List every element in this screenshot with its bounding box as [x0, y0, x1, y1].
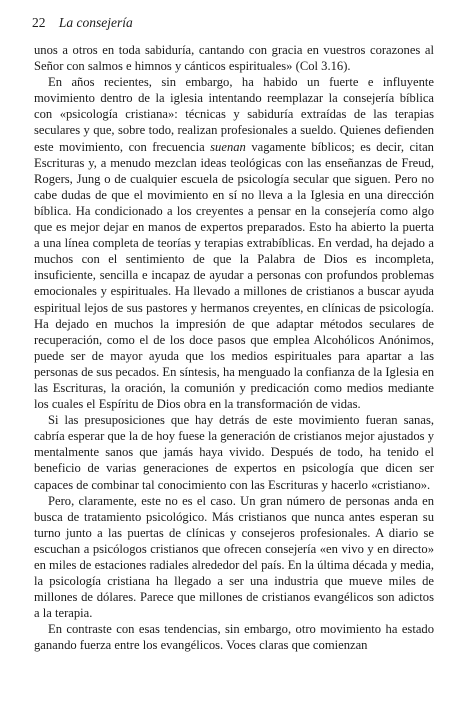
paragraph-text-end: vagamente bíblicos; es decir, citan Escrituras y, a menudo mezclan ideas teológicas con las enseñanzas de Freud, Rogers, Jung o de cualquier escuela de psicología secular que siguen. Pero no cabe dudas de que el movimiento en sí no lleva a la Iglesia en una dirección bíblica. Ha condicionado a los creyentes a pensar en la consejería como algo que es mejor dejar en manos de expertos preparados. Esto ha abierto la puerta a una línea completa de teorías y terapias extrabíblicas. En verdad, ha dejado a muchos con el sentimiento de que la Palabra de Dios es incompleta, insuficiente, sencilla e incapaz de ayudar a personas con profundos problemas emocionales y espirituales. Ha llevado a millones de cristianos a buscar ayuda espiritual lejos de sus pastores y hermanos creyentes, en clínicas de psicología. Ha dejado en muchos la impresión de que adaptar métodos seculares de recuperación, como el de los doce pasos que emplea Alcohólicos Anónimos, puede ser de mayor ayuda que los medios espirituales para apartar a las personas de sus pecados. En síntesis, ha menguado la confianza de la Iglesia en las Escrituras, la oración, la comunión y predicación como medios mediante los cuales el Espíritu de Dios obra en la transformación de vidas. [34, 139, 434, 412]
book-page [34, 14, 434, 654]
page-number: 22 [32, 15, 46, 30]
running-header [32, 14, 434, 32]
paragraph-psychology-movement [34, 74, 434, 412]
body-text [34, 42, 434, 654]
paragraph-not-the-case: Pero, claramente, este no es el caso. Un gran número de personas anda en busca de tratamiento psicológico. Más cristianos que nunca antes esperan su turno junto a las puertas de clínicas y consejeros profesionales. A diario se escuchan a psicólogos cristianos que ofrecen consejería «en vivo y en directo» en miles de estaciones radiales alrededor del país. En la última década y media, la psicología cristiana ha llegado a ser una industria que mueve miles de millones de dólares. Parece que millones de cristianos evangélicos son adictos a la terapia. [34, 493, 434, 621]
emphasis-word: suenan [210, 139, 246, 154]
paragraph-continuation: unos a otros en toda sabiduría, cantando con gracia en vuestros corazones al Señor con salmos e himnos y cánticos espirituales» (Col 3.16). [34, 43, 434, 74]
running-title: La consejería [58, 15, 133, 30]
paragraph-text-start: En años recientes, sin embargo, ha habido un fuerte e influyente movimiento dentro de la iglesia intentando reemplazar la consejería bíblica con «psicología cristiana»: técnicas y sabiduría extraídas de las terapias seculares y que, sobre todo, realizan profesionales a sueldo. Quienes defienden este movimiento, con frecuencia [34, 75, 434, 154]
paragraph-contrast: En contraste con esas tendencias, sin embargo, otro movimiento ha estado ganando fuerza entre los evangélicos. Voces claras que comienzan [34, 622, 434, 653]
paragraph-presuppositions: Si las presuposiciones que hay detrás de este movimiento fueran sanas, cabría esperar que la de hoy fuese la generación de cristianos mejor ajustados y mentalmente sanos que jamás haya vivido. Después de todo, ha tenido el beneficio de varias generaciones de expertos en psicología que dicen ser capaces de combinar tal conocimiento con las Escrituras y hacerlo «cristiano». [34, 413, 434, 492]
